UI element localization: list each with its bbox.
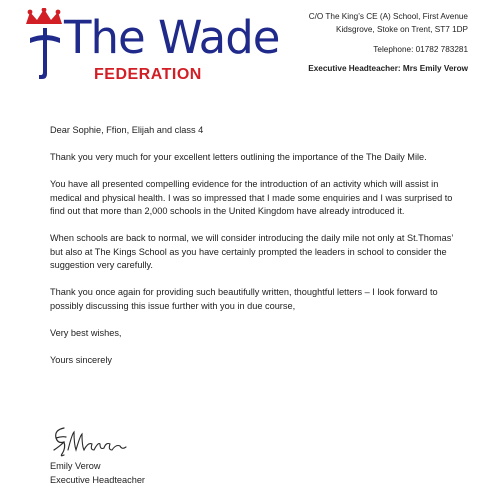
address-line: C/O The King’s CE (A) School, First Avenue (308, 12, 468, 21)
logo-subtitle: FEDERATION (94, 66, 202, 83)
paragraph: Thank you very much for your excellent letters outlining the importance of the The Daily Mile. (50, 152, 427, 162)
paragraph: You have all presented compelling evidence for the introduction of an activity which will assist in medical and physical health. I was so impressed that I made some enquiries and I was surprised to find out that more than 2,000 schools in the United Kingdom have already introduced it. (50, 179, 453, 216)
school-address (228, 10, 468, 75)
signer-title: Executive Headteacher (50, 474, 145, 485)
sign-off: Yours sincerely (50, 354, 112, 365)
telephone: Telephone: 01782 783281 (373, 45, 468, 54)
signer-name: Emily Verow (50, 461, 101, 471)
paragraph: Thank you once again for providing such beautifully written, thoughtful letters – I look forward to possibly discussing this issue further with you in due course, (50, 287, 438, 311)
executive-headteacher-line: Executive Headteacher: Mrs Emily Verow (308, 64, 468, 73)
crown-cross-icon (20, 8, 70, 80)
address-line: Kidsgrove, Stoke on Trent, ST7 1DP (336, 25, 468, 34)
logo-wordmark: The Wade (64, 11, 280, 64)
paragraph: When schools are back to normal, we will consider introducing the daily mile not only at St.Thomas’ but also at The Kings School as you have certainly prompted the leaders in school to consider the suggestion very carefully. (50, 233, 454, 270)
greeting: Dear Sophie, Ffion, Elijah and class 4 (50, 125, 204, 135)
letterhead (0, 0, 488, 90)
signer-block (50, 460, 145, 487)
closing-wishes: Very best wishes, (50, 327, 122, 338)
letter-body (50, 124, 468, 381)
handwritten-signature (50, 420, 140, 460)
